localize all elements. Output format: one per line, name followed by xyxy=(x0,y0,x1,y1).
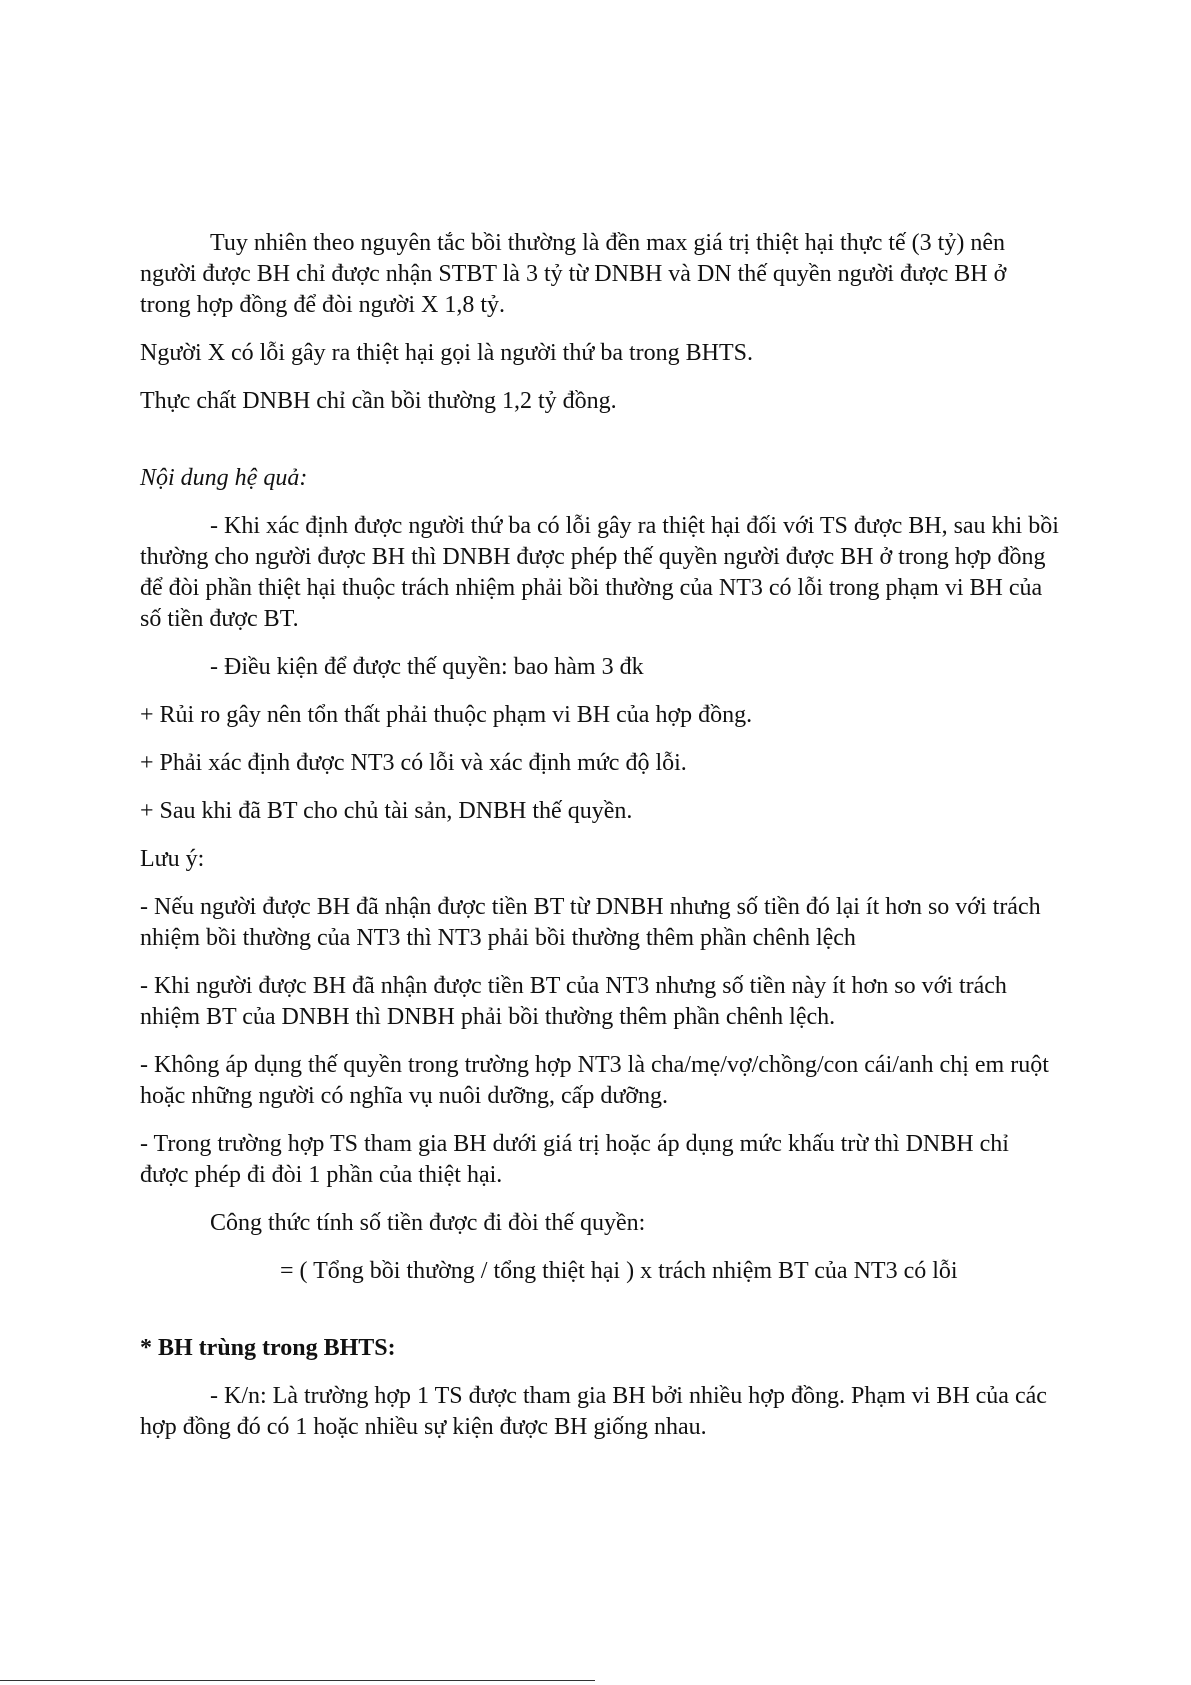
note-item-2: - Khi người được BH đã nhận được tiền BT của NT3 nhưng số tiền này ít hơn so với trách nhiệm BT của DNBH thì DNBH phải bồi thường thêm phần chênh lệch. xyxy=(140,973,1007,1030)
list-item-condition-3: + Sau khi đã BT cho chủ tài sản, DNBH thế quyền. xyxy=(140,798,633,824)
note-item-1: - Nếu người được BH đã nhận được tiền BT từ DNBH nhưng số tiền đó lại ít hơn so với trách nhiệm bồi thường của NT3 thì NT3 phải bồi thường thêm phần chênh lệch xyxy=(140,894,1041,951)
paragraph-actual-compensation: Thực chất DNBH chỉ cần bồi thường 1,2 tỷ đồng. xyxy=(140,388,617,414)
document-page xyxy=(140,228,1060,1460)
note-item-3: - Không áp dụng thế quyền trong trường hợp NT3 là cha/mẹ/vợ/chồng/con cái/anh chị em ruột hoặc những người có nghĩa vụ nuôi dưỡng, cấp dưỡng. xyxy=(140,1052,1049,1109)
heading-consequence: Nội dung hệ quả: xyxy=(140,465,308,491)
paragraph-subrogation-conditions: - Điều kiện để được thế quyền: bao hàm 3 đk xyxy=(210,654,644,680)
paragraph-third-party-definition: Người X có lỗi gây ra thiệt hại gọi là người thứ ba trong BHTS. xyxy=(140,340,753,366)
paragraph-subrogation-rule: - Khi xác định được người thứ ba có lỗi gây ra thiệt hại đối với TS được BH, sau khi bồi thường cho người được BH thì DNBH được phép thế quyền người được BH ở trong hợp đồng để đòi phần thiệt hại thuộc trách nhiệm phải bồi thường của NT3 có lỗi trong phạm vi BH của số tiền được BT. xyxy=(140,513,1059,632)
paragraph-compensation-principle: Tuy nhiên theo nguyên tắc bồi thường là đền max giá trị thiệt hại thực tế (3 tỷ) nên người được BH chỉ được nhận STBT là 3 tỷ từ DNBH và DN thế quyền người được BH ở trong hợp đồng để đòi người X 1,8 tỷ. xyxy=(140,230,1007,318)
heading-duplicate-insurance: * BH trùng trong BHTS: xyxy=(140,1335,396,1361)
formula-label: Công thức tính số tiền được đi đòi thế quyền: xyxy=(210,1210,646,1236)
note-item-4: - Trong trường hợp TS tham gia BH dưới giá trị hoặc áp dụng mức khấu trừ thì DNBH chỉ được phép đi đòi 1 phần của thiệt hại. xyxy=(140,1131,1009,1188)
list-item-condition-2: + Phải xác định được NT3 có lỗi và xác định mức độ lỗi. xyxy=(140,750,687,776)
list-item-condition-1: + Rủi ro gây nên tổn thất phải thuộc phạm vi BH của hợp đồng. xyxy=(140,702,753,728)
formula: = ( Tổng bồi thường / tổng thiệt hại ) x trách nhiệm BT của NT3 có lỗi xyxy=(280,1258,958,1284)
footer-divider xyxy=(0,1680,595,1681)
paragraph-duplicate-definition: - K/n: Là trường hợp 1 TS được tham gia BH bởi nhiều hợp đồng. Phạm vi BH của các hợp đồng đó có 1 hoặc nhiều sự kiện được BH giống nhau. xyxy=(140,1383,1047,1440)
heading-note: Lưu ý: xyxy=(140,846,205,872)
